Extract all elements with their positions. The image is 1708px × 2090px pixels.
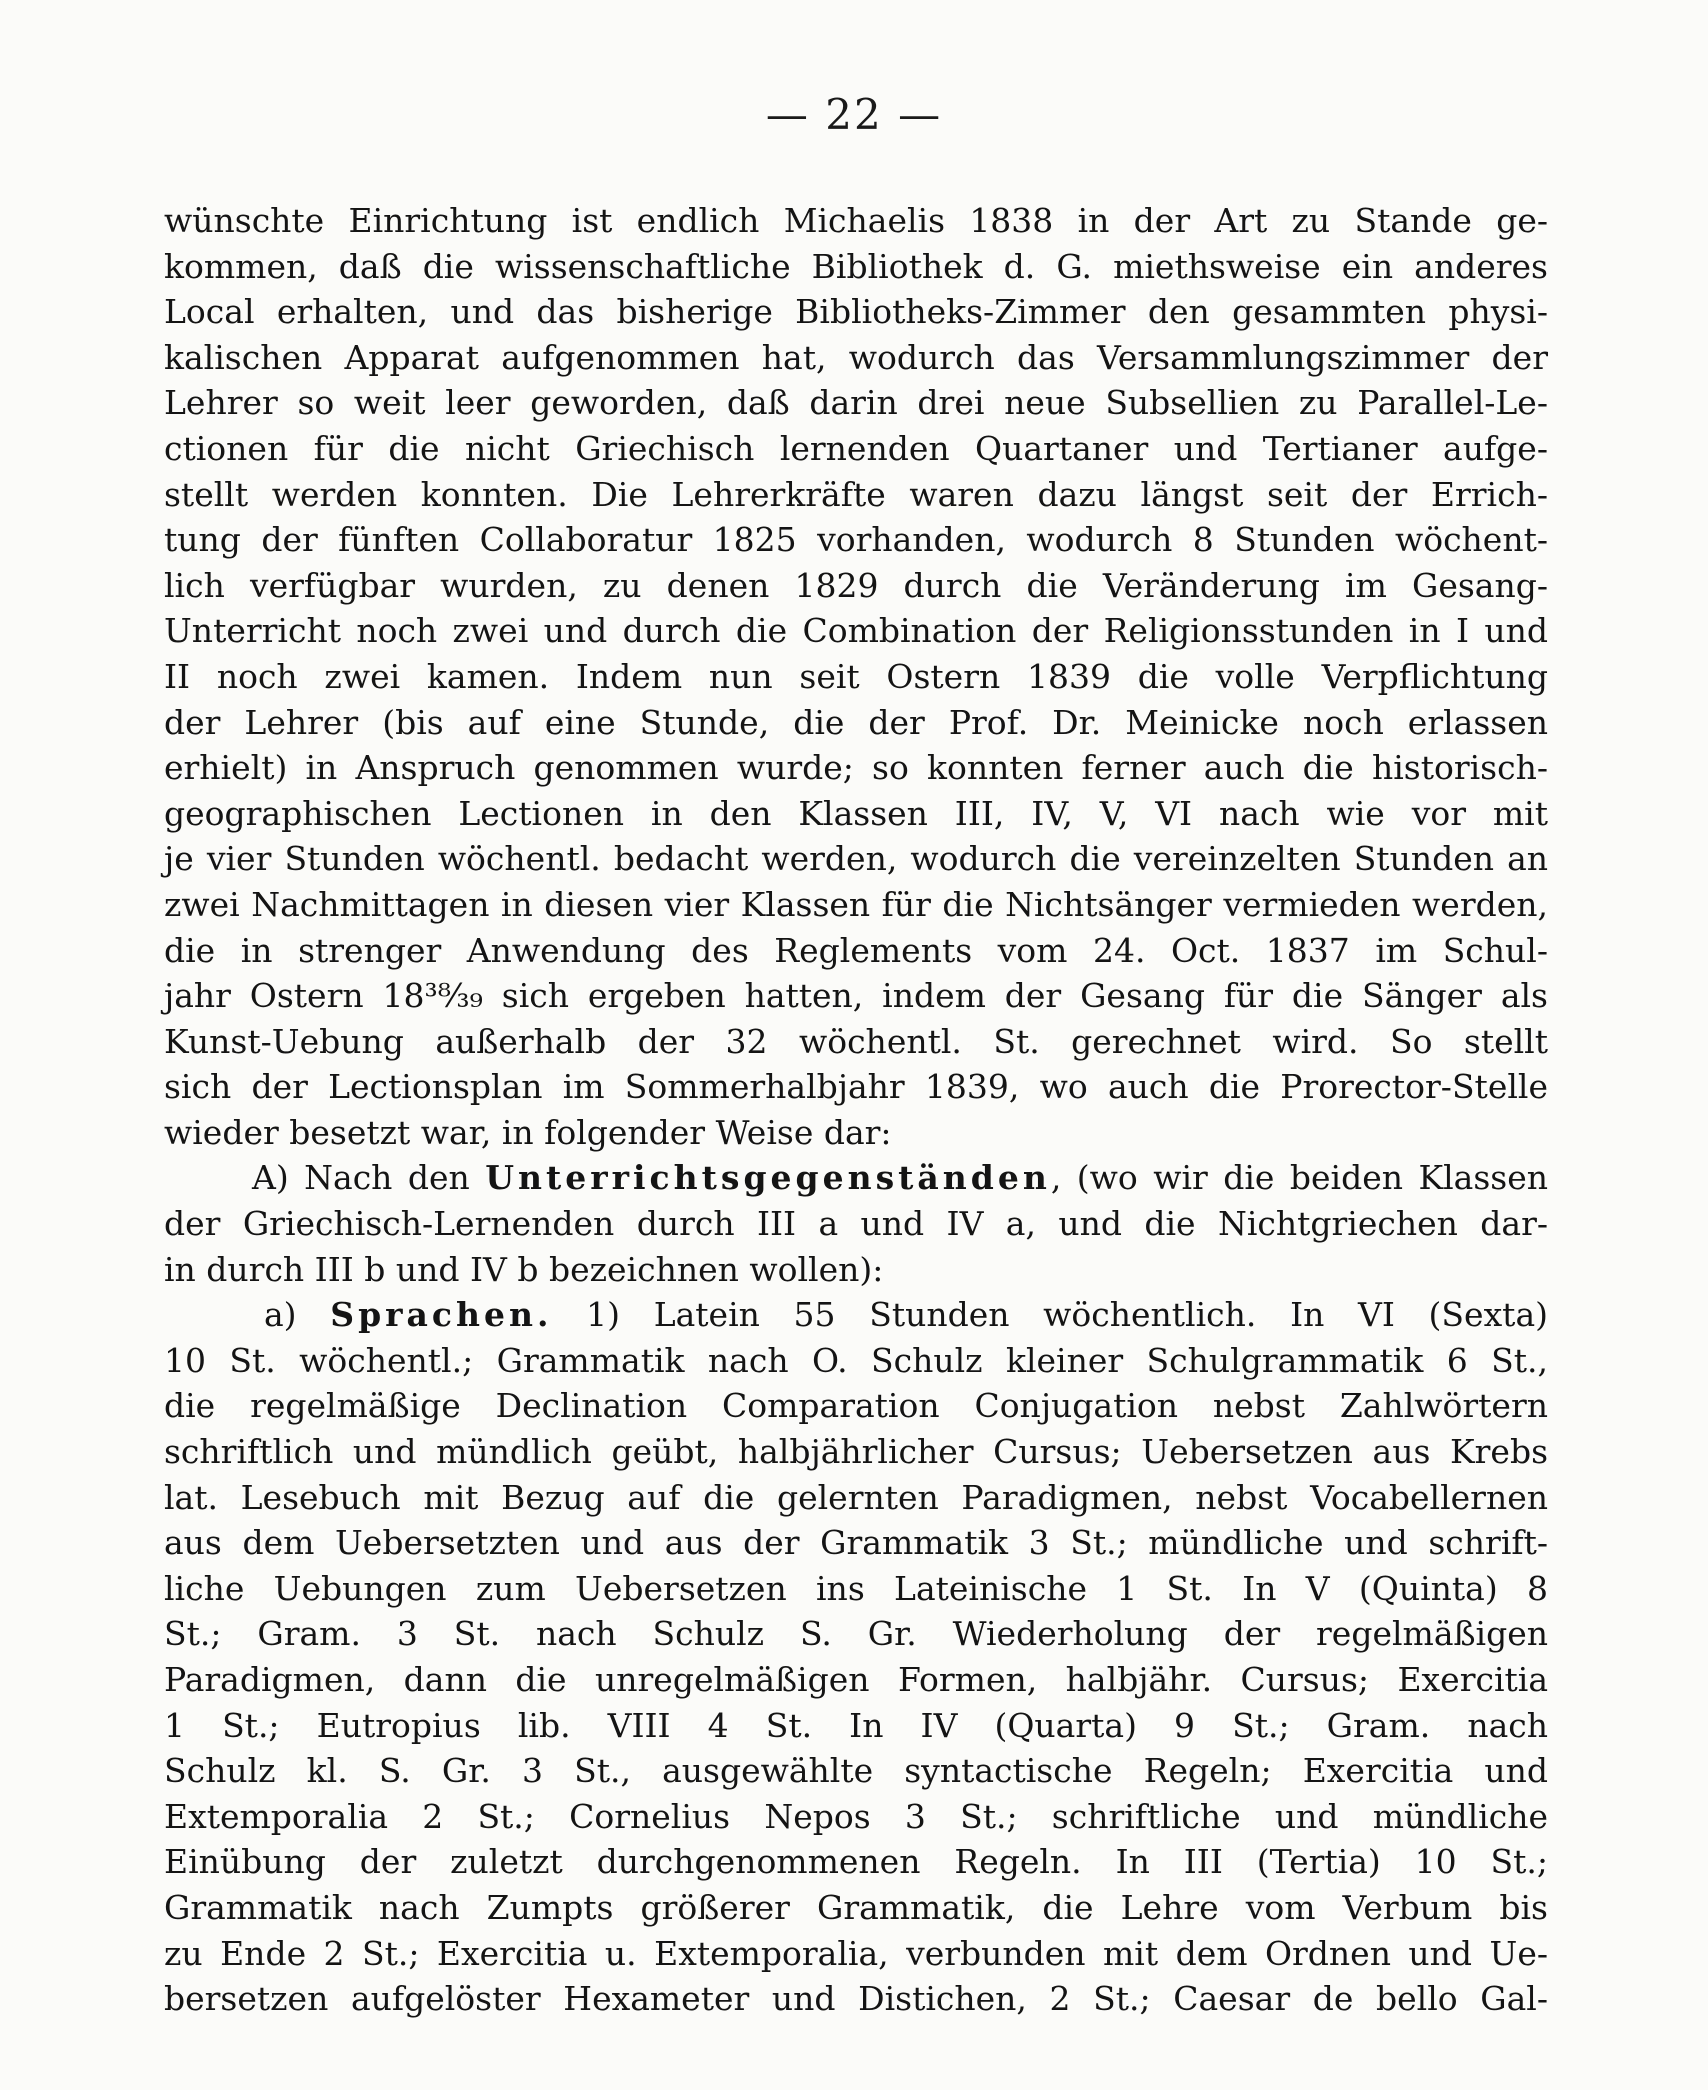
text-line: lich verfügbar wurden, zu denen 1829 durch die Veränderung im Gesang- [164, 565, 1548, 605]
text-line: St.; Gram. 3 St. nach Schulz S. Gr. Wiederholung der regelmäßigen [164, 1614, 1548, 1654]
text-line: Grammatik nach Zumpts größerer Grammatik, die Lehre vom Verbum bis [164, 1887, 1548, 1927]
text-line: Lehrer so weit leer geworden, daß darin drei neue Subsellien zu Parallel-Le- [164, 383, 1548, 423]
text-line: zwei Nachmittagen in diesen vier Klassen für die Nichtsänger vermieden werden, [164, 884, 1548, 924]
text-line: aus dem Uebersetzten und aus der Grammatik 3 St.; mündliche und schrift- [164, 1523, 1548, 1563]
text-line: II noch zwei kamen. Indem nun seit Ostern 1839 die volle Verpflichtung [164, 656, 1548, 696]
section-a-a-heading: Sprachen. [330, 1295, 553, 1335]
text-line: zu Ende 2 St.; Exercitia u. Extemporalia, verbunden mit dem Ordnen und Ue- [164, 1933, 1548, 1973]
text-line: 1 St.; Eutropius lib. VIII 4 St. In IV (Quarta) 9 St.; Gram. nach [164, 1705, 1548, 1745]
text-line: Einübung der zuletzt durchgenommenen Regeln. In III (Tertia) 10 St.; [164, 1842, 1548, 1882]
text-line: die regelmäßige Declination Comparation Conjugation nebst Zahlwörtern [164, 1386, 1548, 1426]
text-line: bersetzen aufgelöster Hexameter und Distichen, 2 St.; Caesar de bello Gal- [164, 1979, 1548, 2019]
text-line: stellt werden konnten. Die Lehrerkräfte waren dazu längst seit der Errich- [164, 474, 1548, 514]
text-line: Extemporalia 2 St.; Cornelius Nepos 3 St.; schriftliche und mündliche [164, 1796, 1548, 1836]
text-line: ctionen für die nicht Griechisch lernenden Quartaner und Tertianer aufge- [164, 428, 1548, 468]
text-line: liche Uebungen zum Uebersetzen ins Lateinische 1 St. In V (Quinta) 8 [164, 1568, 1548, 1608]
text-line: Schulz kl. S. Gr. 3 St., ausgewählte syntactische Regeln; Exercitia und [164, 1751, 1548, 1791]
text-line: wieder besetzt war, in folgender Weise dar: [164, 1112, 892, 1152]
section-a-prefix: A) Nach den [252, 1158, 486, 1198]
text-line: Local erhalten, und das bisherige Bibliotheks-Zimmer den gesammten physi- [164, 292, 1548, 332]
text-line: der Lehrer (bis auf eine Stunde, die der Prof. Dr. Meinicke noch erlassen [164, 702, 1548, 742]
text-line: geographischen Lectionen in den Klassen III, IV, V, VI nach wie vor mit [164, 793, 1548, 833]
text-line: sich der Lectionsplan im Sommerhalbjahr 1839, wo auch die Prorector-Stelle [164, 1067, 1548, 1107]
section-a-first-line [164, 1155, 1548, 1201]
text-line: schriftlich und mündlich geübt, halbjährlicher Cursus; Uebersetzen aus Krebs [164, 1432, 1548, 1472]
body-text [164, 198, 1548, 2022]
text-line: der Griechisch-Lernenden durch III a und IV a, und die Nichtgriechen dar- [164, 1204, 1548, 1244]
section-a-a-rest: 1) Latein 55 Stunden wöchentlich. In VI (Sexta) [552, 1295, 1548, 1335]
text-line: kalischen Apparat aufgenommen hat, wodurch das Versammlungszimmer der [164, 337, 1548, 377]
text-line: Unterricht noch zwei und durch die Combination der Religionsstunden in I und [164, 611, 1548, 651]
section-a-a-first-line [164, 1292, 1548, 1338]
text-line: Kunst-Uebung außerhalb der 32 wöchentl. St. gerechnet wird. So stellt [164, 1021, 1548, 1061]
text-line: die in strenger Anwendung des Reglements vom 24. Oct. 1837 im Schul- [164, 930, 1548, 970]
text-line: tung der fünften Collaboratur 1825 vorhanden, wodurch 8 Stunden wöchent- [164, 520, 1548, 560]
section-a-heading: Unterrichtsgegenständen [485, 1158, 1051, 1198]
page-number: — 22 — [765, 90, 943, 139]
text-line: erhielt) in Anspruch genommen wurde; so konnten ferner auch die historisch- [164, 748, 1548, 788]
text-line: lat. Lesebuch mit Bezug auf die gelernten Paradigmen, nebst Vocabellernen [164, 1477, 1548, 1517]
text-line: jahr Ostern 18³⁸⁄₃₉ sich ergeben hatten, indem der Gesang für die Sänger als [164, 976, 1548, 1016]
text-line: kommen, daß die wissenschaftliche Bibliothek d. G. miethsweise ein anderes [164, 246, 1548, 286]
text-line: in durch III b und IV b bezeichnen wollen): [164, 1249, 884, 1289]
text-line: je vier Stunden wöchentl. bedacht werden, wodurch die vereinzelten Stunden an [164, 839, 1548, 879]
text-line: wünschte Einrichtung ist endlich Michaelis 1838 in der Art zu Stande ge- [164, 201, 1548, 240]
section-a-a-prefix: a) [264, 1295, 331, 1335]
text-line: Paradigmen, dann die unregelmäßigen Formen, halbjähr. Cursus; Exercitia [164, 1660, 1548, 1699]
text-line: 10 St. wöchentl.; Grammatik nach O. Schulz kleiner Schulgrammatik 6 St., [164, 1340, 1548, 1380]
section-a-rest: , (wo wir die beiden Klassen [1050, 1158, 1548, 1198]
